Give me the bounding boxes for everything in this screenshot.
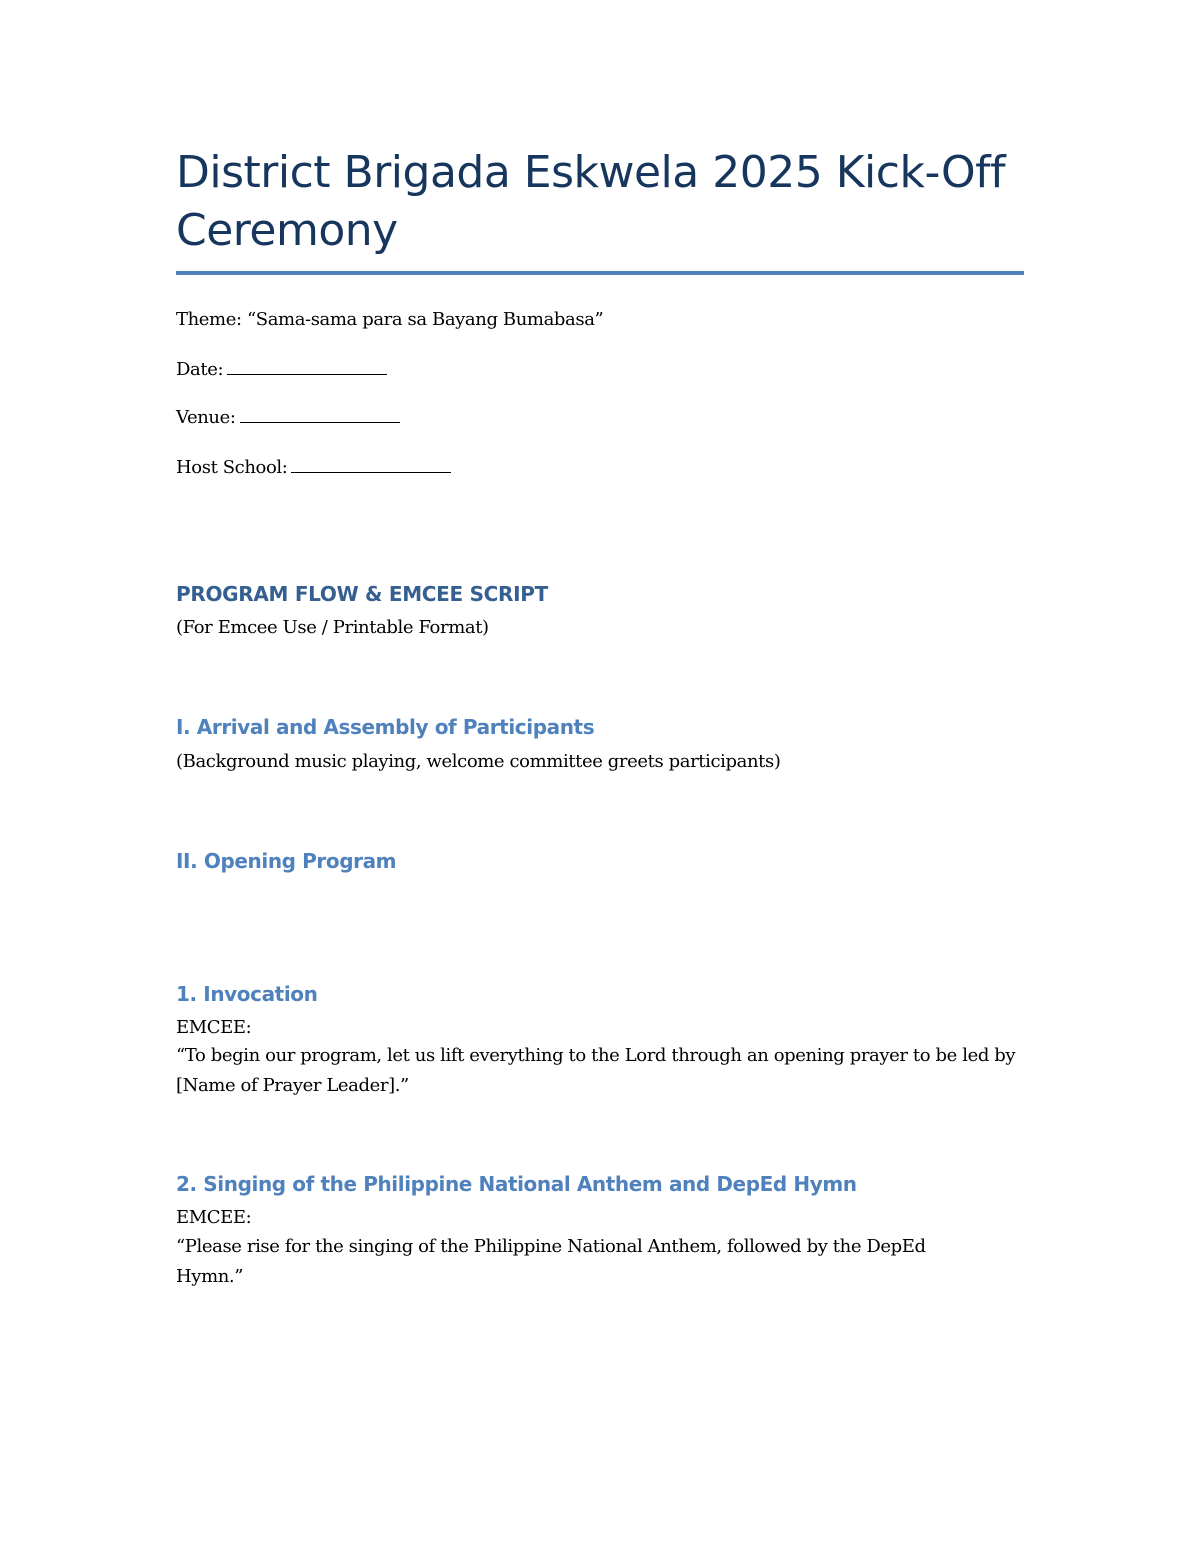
anthem-heading: 2. Singing of the Philippine National Anthem and DepEd Hymn bbox=[176, 1172, 857, 1196]
date-line bbox=[176, 356, 387, 382]
host-school-label: Host School: bbox=[176, 457, 288, 478]
invocation-heading: 1. Invocation bbox=[176, 982, 318, 1006]
date-blank-field bbox=[227, 356, 387, 375]
anthem-script: “Please rise for the singing of the Philippine National Anthem, followed by the DepEd Hymn.” bbox=[176, 1236, 926, 1287]
program-heading: PROGRAM FLOW & EMCEE SCRIPT bbox=[176, 582, 548, 606]
venue-line bbox=[176, 404, 400, 430]
arrival-heading: I. Arrival and Assembly of Participants bbox=[176, 715, 595, 739]
invocation-speaker: EMCEE: bbox=[176, 1017, 252, 1038]
host-school-line bbox=[176, 454, 451, 480]
venue-blank-field bbox=[240, 404, 400, 423]
document-title: District Brigada Eskwela 2025 Kick-Off Ceremony bbox=[176, 147, 1006, 256]
theme-line: Theme: “Sama-sama para sa Bayang Bumabasa” bbox=[176, 309, 604, 330]
opening-heading: II. Opening Program bbox=[176, 849, 397, 873]
invocation-script: “To begin our program, let us lift everything to the Lord through an opening prayer to be led by [Name of Prayer Leader].” bbox=[176, 1045, 1016, 1096]
venue-label: Venue: bbox=[176, 407, 236, 428]
title-underline-rule bbox=[176, 271, 1024, 275]
date-label: Date: bbox=[176, 359, 224, 380]
program-subheading: (For Emcee Use / Printable Format) bbox=[176, 617, 489, 638]
arrival-note: (Background music playing, welcome committee greets participants) bbox=[176, 751, 781, 772]
host-school-blank-field bbox=[291, 454, 451, 473]
anthem-speaker: EMCEE: bbox=[176, 1207, 252, 1228]
